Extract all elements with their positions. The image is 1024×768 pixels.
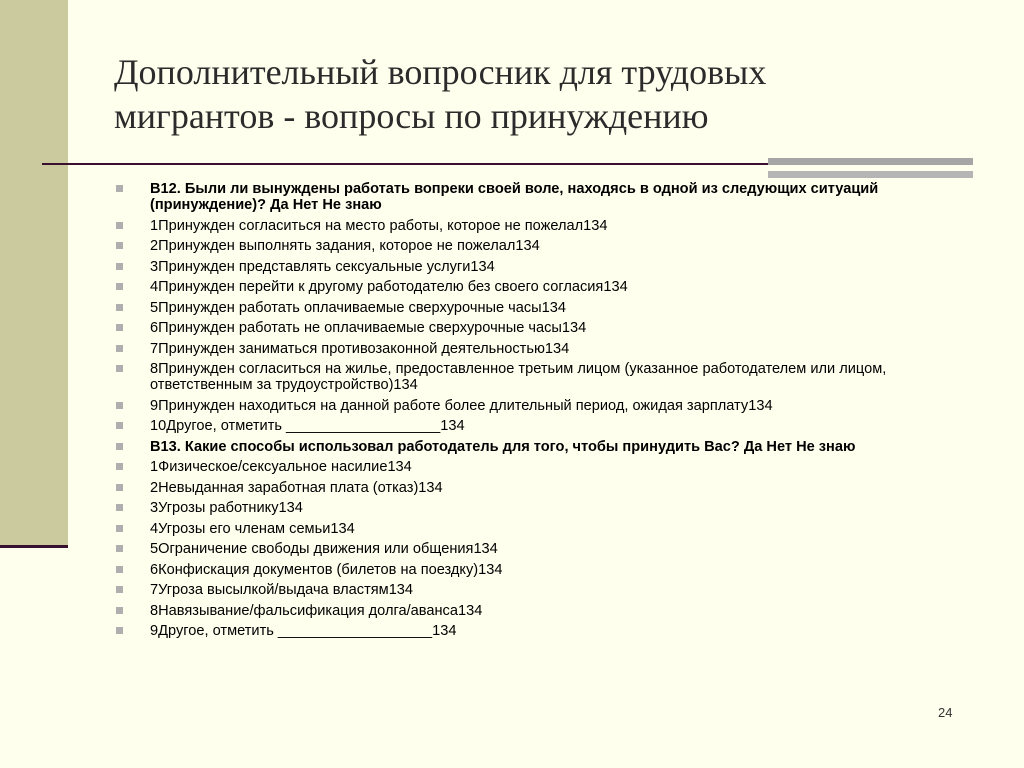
square-bullet-icon <box>116 185 123 192</box>
corner-bar-upper <box>768 158 973 165</box>
list-item <box>110 541 980 557</box>
square-bullet-icon <box>116 324 123 331</box>
list-item <box>110 459 980 475</box>
list-item-text: 3Принужден представлять сексуальные услуги134 <box>150 258 495 275</box>
list-item-text: B12. Были ли вынуждены работать вопреки своей воле, находясь в одной из следующих ситуаций (принуждение)? Да Нет Не знаю <box>150 181 879 213</box>
square-bullet-icon <box>116 443 123 450</box>
list-item <box>110 320 980 336</box>
list-item-text: 9Другое, отметить ___________________134 <box>150 623 457 639</box>
list-item <box>110 480 980 496</box>
square-bullet-icon <box>116 504 123 511</box>
list-item-text: 7Принужден заниматься противозаконной деятельностью134 <box>150 340 570 357</box>
list-item-text: 7Угроза высылкой/выдача властям134 <box>150 582 414 598</box>
slide-title <box>114 50 974 138</box>
list-item-text: 9Принужден находиться на данной работе более длительный период, ожидая зарплату134 <box>150 397 773 414</box>
list-item <box>110 398 980 414</box>
list-item-text: 8Принужден согласиться на жилье, предоставленное третьим лицом (указанное работодателем или лицом, ответственным за трудоустройство)134 <box>150 361 887 393</box>
list-item <box>110 623 980 639</box>
list-item <box>110 500 980 516</box>
square-bullet-icon <box>116 222 123 229</box>
list-item-text: 1Физическое/сексуальное насилие134 <box>150 459 412 475</box>
left-decorative-band <box>0 0 68 545</box>
bullet-list <box>110 181 980 644</box>
square-bullet-icon <box>116 304 123 311</box>
list-item <box>110 562 980 578</box>
square-bullet-icon <box>116 402 123 409</box>
square-bullet-icon <box>116 263 123 270</box>
list-item <box>110 218 980 234</box>
list-item <box>110 341 980 357</box>
square-bullet-icon <box>116 365 123 372</box>
list-item-text: 10Другое, отметить ___________________134 <box>150 418 465 434</box>
list-item <box>110 238 980 254</box>
list-item <box>110 603 980 619</box>
list-item <box>110 582 980 598</box>
list-item <box>110 279 980 295</box>
corner-bar-lower <box>768 171 973 178</box>
list-item <box>110 521 980 537</box>
list-item-text: 1Принужден согласиться на место работы, которое не пожелал134 <box>150 217 608 234</box>
square-bullet-icon <box>116 242 123 249</box>
list-item-text: 5Принужден работать оплачиваемые сверхурочные часы134 <box>150 299 567 316</box>
list-item-text: 2Невыданная заработная плата (отказ)134 <box>150 479 443 496</box>
square-bullet-icon <box>116 525 123 532</box>
list-item-text: 4Принужден перейти к другому работодателю без своего согласия134 <box>150 279 628 295</box>
list-item-text: 5Ограничение свободы движения или общения134 <box>150 541 498 557</box>
list-item <box>110 259 980 275</box>
left-band-rule <box>0 545 68 548</box>
square-bullet-icon <box>116 566 123 573</box>
decorative-corner-bars <box>768 158 973 178</box>
list-item <box>110 300 980 316</box>
list-item-text: 3Угрозы работнику134 <box>150 500 303 516</box>
list-item-text: 2Принужден выполнять задания, которое не пожелал134 <box>150 238 540 254</box>
square-bullet-icon <box>116 545 123 552</box>
list-item <box>110 181 980 213</box>
square-bullet-icon <box>116 586 123 593</box>
square-bullet-icon <box>116 422 123 429</box>
list-item-text: 4Угрозы его членам семьи134 <box>150 520 355 537</box>
list-item <box>110 361 980 393</box>
list-item-text: B13. Какие способы использовал работодатель для того, чтобы принудить Вас? Да Нет Не знаю <box>150 438 856 455</box>
list-item-text: 6Принужден работать не оплачиваемые сверхурочные часы134 <box>150 320 587 336</box>
slide-number: 24 <box>938 705 953 720</box>
square-bullet-icon <box>116 283 123 290</box>
list-item <box>110 418 980 434</box>
square-bullet-icon <box>116 607 123 614</box>
square-bullet-icon <box>116 484 123 491</box>
list-item-text: 8Навязывание/фальсификация долга/аванса134 <box>150 602 483 619</box>
square-bullet-icon <box>116 345 123 352</box>
square-bullet-icon <box>116 627 123 634</box>
list-item <box>110 439 980 455</box>
slide-title-line-2: мигрантов - вопросы по принуждению <box>114 96 709 136</box>
slide-title-line-1: Дополнительный вопросник для трудовых <box>114 52 767 92</box>
square-bullet-icon <box>116 463 123 470</box>
list-item-text: 6Конфискация документов (билетов на поездку)134 <box>150 561 503 578</box>
